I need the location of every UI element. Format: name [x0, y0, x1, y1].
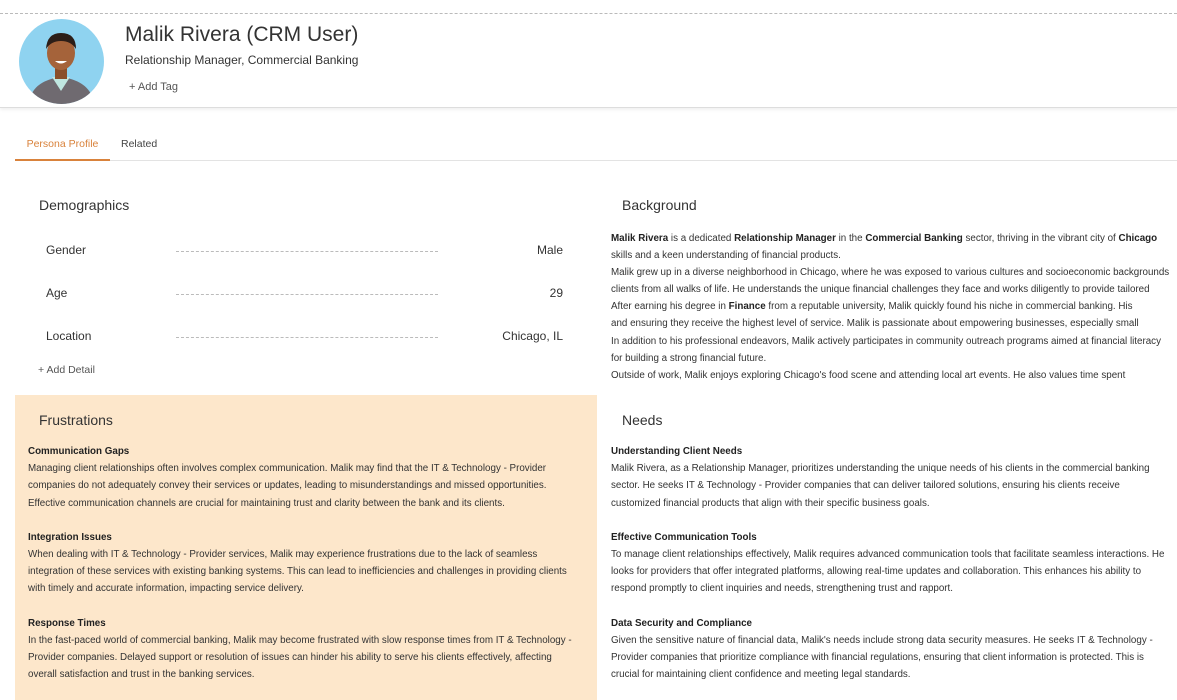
text-run: in the	[835, 233, 866, 244]
tab-related[interactable]: Related	[121, 138, 158, 150]
background-line: and ensuring they receive the highest level of service. Malik is passionate about empowering businesses, especially small	[611, 318, 1139, 330]
need-item	[611, 529, 1166, 598]
person-avatar-icon	[19, 19, 104, 104]
needs-list	[611, 443, 1166, 700]
detail-value: Chicago, IL	[502, 329, 563, 343]
bold-text: Chicago	[1118, 233, 1158, 244]
add-tag-button[interactable]: + Add Tag	[129, 81, 179, 93]
background-line: Malik grew up in a diverse neighborhood in Chicago, where he was exposed to various cultures and socioeconomic backgrounds	[611, 267, 1170, 279]
item-text: Managing client relationships often involves complex communication. Malik may find that the IT & Technology - Provider companies do not adequately convey their services or updates, leading to misunderstandings and missed opportunities. Effective communication channels are crucial for maintaining trust and clarity between the bank and its clients.	[28, 463, 547, 509]
bold-text: Commercial Banking	[865, 233, 963, 244]
persona-role: Relationship Manager, Commercial Banking	[125, 53, 359, 67]
dotted-leader	[176, 294, 438, 295]
need-item	[611, 615, 1166, 684]
bold-text: Finance	[728, 301, 766, 313]
frustration-item	[28, 615, 583, 684]
item-text: To manage client relationships effectively, Malik requires advanced communication tools that facilitate seamless interactions. He looks for providers that offer integrated platforms, allowing real-time updates and collaboration. This enhances his ability to respond promptly to client inquiries and needs, strengthening trust and rapport.	[611, 549, 1165, 595]
add-detail-button[interactable]: + Add Detail	[38, 364, 95, 376]
demographics-title: Demographics	[39, 197, 130, 213]
item-title: Data Security and Compliance	[611, 617, 753, 629]
needs-title: Needs	[622, 412, 663, 428]
text-run: sector, thriving in the vibrant city of	[962, 233, 1119, 244]
text-run: from a reputable university, Malik quickly found his niche in commercial banking. His	[765, 301, 1133, 313]
frustrations-title: Frustrations	[39, 412, 113, 428]
frustration-item	[28, 529, 583, 598]
background-title: Background	[622, 197, 697, 213]
item-title: Integration Issues	[28, 531, 112, 543]
dotted-leader	[176, 251, 438, 252]
item-title: Response Times	[28, 617, 106, 629]
frustration-item	[28, 443, 583, 512]
detail-label: Gender	[46, 243, 87, 257]
dotted-leader	[176, 337, 438, 338]
bold-text: Malik Rivera	[611, 233, 669, 244]
background-line: for building a strong financial future.	[611, 352, 767, 364]
text-run: After earning his degree in	[611, 301, 729, 313]
tab-persona-profile[interactable]: Persona Profile	[15, 138, 110, 161]
detail-value: Male	[536, 243, 563, 257]
background-text	[611, 230, 1177, 384]
background-paragraph	[611, 298, 1177, 315]
need-item	[611, 443, 1166, 512]
item-title: Communication Gaps	[28, 446, 130, 457]
item-text: In the fast-paced world of commercial banking, Malik may become frustrated with slow response times from IT & Technology - Provider companies. Delayed support or resolution of issues can hinder his ability to serve his clients effectively, affecting overall satisfaction and trust in the banking services.	[28, 634, 572, 681]
bold-text: Relationship Manager	[734, 233, 836, 244]
detail-value: 29	[549, 286, 563, 300]
item-text: Given the sensitive nature of financial data, Malik's needs include strong data security measures. He seeks IT & Technology - Provider companies that prioritize compliance with financial regulations, ensuring that client information is protected. This is crucial for maintaining client confidence and meeting legal standards.	[611, 634, 1153, 681]
background-line: skills and a keen understanding of financial products.	[611, 250, 841, 262]
detail-label: Location	[46, 329, 92, 343]
item-text: Malik Rivera, as a Relationship Manager, prioritizes understanding the unique needs of his clients in the commercial banking sector. He seeks IT & Technology - Provider companies that can deliver tailored solutions, ensuring his clients receive customized financial products that align with their specific business goals.	[611, 463, 1150, 509]
frustrations-list	[28, 443, 583, 700]
detail-label: Age	[46, 286, 68, 300]
avatar	[19, 19, 104, 104]
item-title: Effective Communication Tools	[611, 531, 757, 543]
text-run: is a dedicated	[668, 233, 735, 244]
background-line: Outside of work, Malik enjoys exploring Chicago's food scene and attending local art events. He also values time spent	[611, 369, 1126, 381]
item-text: When dealing with IT & Technology - Provider services, Malik may experience frustrations due to the lack of seamless integration of these services with existing banking systems. This can lead to inefficiencies and challenges in providing clients with timely and accurate information, impacting service delivery.	[28, 549, 567, 595]
background-line: clients from all walks of life. He understands the unique financial challenges they face and works diligently to provide tailored	[611, 284, 1150, 296]
tab-bar	[15, 130, 1177, 161]
persona-name: Malik Rivera (CRM User)	[125, 23, 359, 46]
background-paragraph	[611, 230, 1177, 247]
persona-header	[0, 14, 1177, 108]
background-line: In addition to his professional endeavors, Malik actively participates in community outreach programs aimed at financial literacy	[611, 335, 1161, 347]
item-title: Understanding Client Needs	[611, 446, 743, 457]
